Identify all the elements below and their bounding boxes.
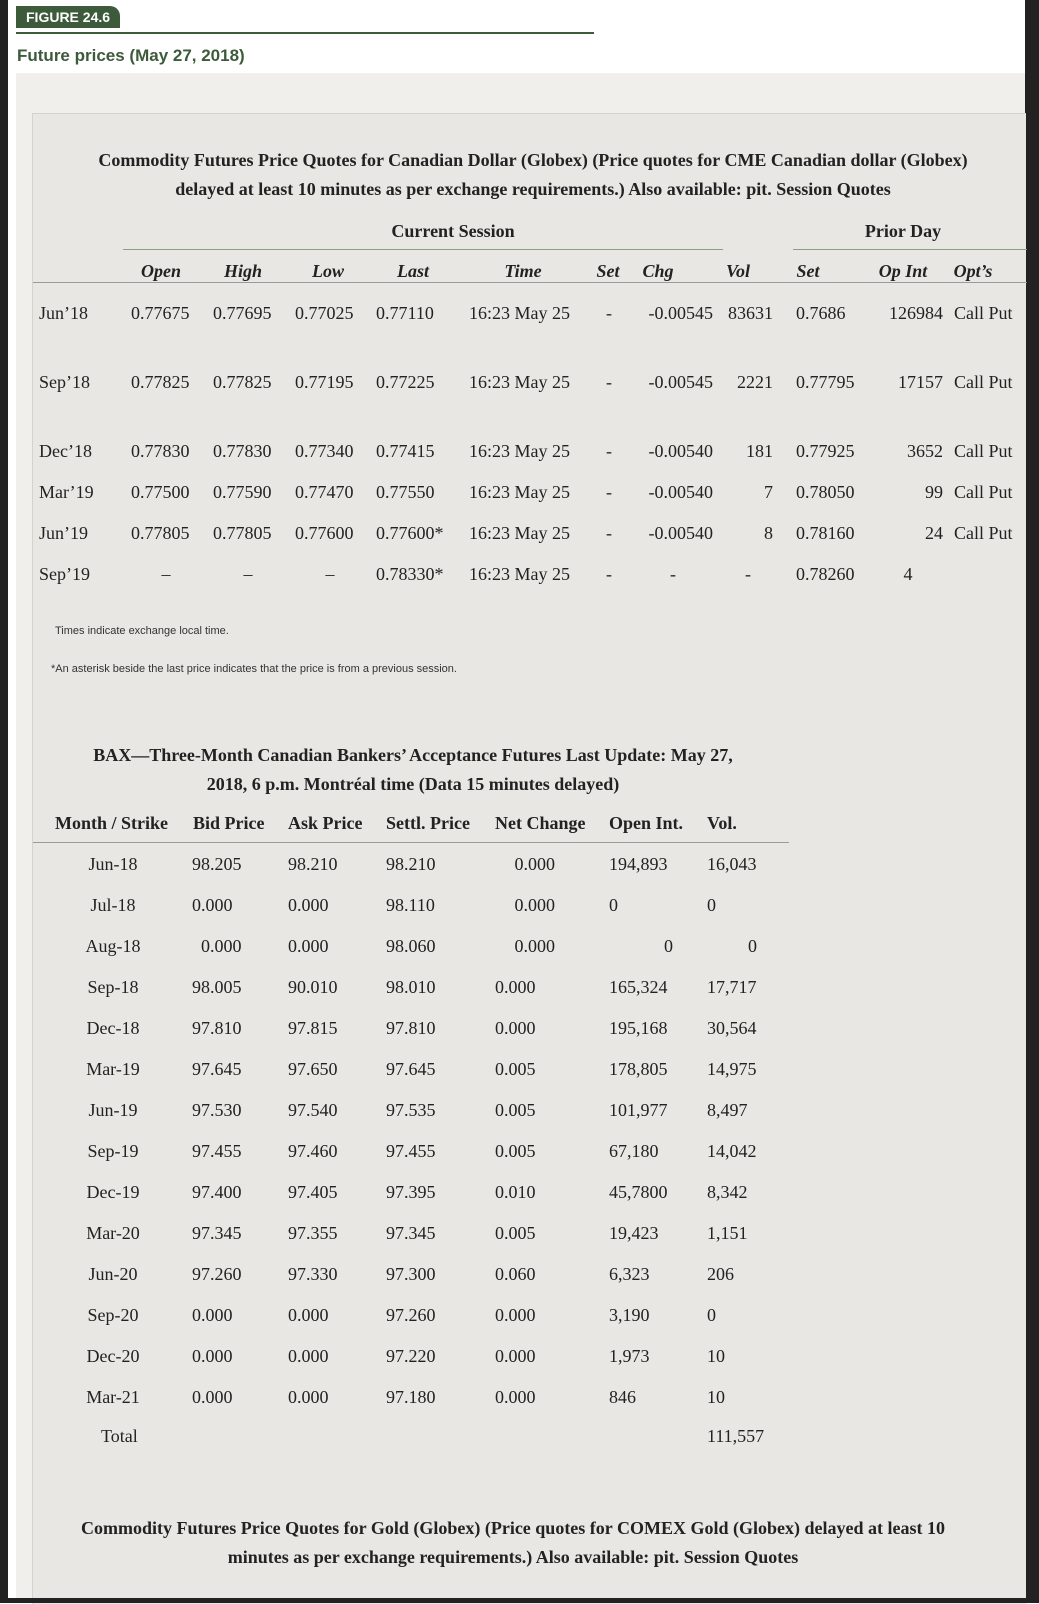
bax-cell: 0: [707, 895, 716, 915]
cad-cell: 0.77550: [376, 482, 435, 502]
bax-cell: 0.000: [514, 895, 555, 915]
bax-col-header: Net Change: [495, 813, 586, 833]
cad-cell: 0.77600: [295, 523, 354, 543]
bax-cell: 90.010: [288, 977, 338, 997]
bax-cell: 0.005: [495, 1100, 536, 1120]
bax-cell: 0: [748, 936, 757, 956]
cad-col-header: Opt’s: [953, 261, 993, 281]
bax-row-month: Jun-19: [88, 1100, 138, 1120]
cad-cell: –: [325, 564, 335, 584]
bax-cell: 165,324: [609, 977, 668, 997]
bax-row-month: Dec-19: [86, 1182, 140, 1202]
bax-heading: [63, 741, 763, 799]
cad-cell: -0.00545: [648, 372, 713, 392]
cad-rule-current: [123, 249, 723, 250]
bax-cell: 101,977: [609, 1100, 668, 1120]
bax-cell: 0.000: [495, 1346, 536, 1366]
cad-cell: 0.77470: [295, 482, 354, 502]
cad-cell: –: [243, 564, 253, 584]
cad-col-header: High: [223, 261, 262, 281]
bax-cell: 97.355: [288, 1223, 338, 1243]
cad-cell: 0.78160: [796, 523, 855, 543]
bax-cell: 98.060: [386, 936, 436, 956]
cad-col-header: Op Int: [878, 261, 928, 281]
bax-row-month: Sep-19: [87, 1141, 139, 1161]
bax-cell: 846: [609, 1387, 636, 1407]
bax-row-month: Sep-18: [87, 977, 139, 997]
cad-group-prior: Prior Day: [864, 221, 942, 241]
cad-cell: -: [606, 523, 612, 543]
cad-cell: 0.78260: [796, 564, 855, 584]
cad-cell: 0.77500: [131, 482, 190, 502]
bax-cell: 97.455: [386, 1141, 436, 1161]
bax-cell: 6,323: [609, 1264, 650, 1284]
bax-total-value: 111,557: [707, 1426, 765, 1446]
bax-row-month: Jul-18: [90, 895, 136, 915]
bax-col-header: Bid Price: [193, 813, 265, 833]
figure-content: [32, 113, 1026, 1604]
cad-cell: 0.77340: [295, 441, 354, 461]
cad-cell: -0.00540: [648, 441, 713, 461]
cad-cell: 0.77110: [376, 303, 434, 323]
cad-cell: 0.77675: [131, 303, 190, 323]
cad-cell: 0.77600*: [376, 523, 444, 543]
bax-cell: 0.000: [288, 1305, 329, 1325]
bax-cell: 97.220: [386, 1346, 436, 1366]
figure-label: FIGURE 24.6: [16, 6, 120, 28]
bax-cell: 194,893: [609, 854, 668, 874]
bax-row-month: Mar-20: [86, 1223, 140, 1243]
cad-cell: Call Put: [954, 523, 1013, 543]
bax-cell: 3,190: [609, 1305, 650, 1325]
bax-cell: 0.005: [495, 1223, 536, 1243]
cad-cell: 0.77805: [213, 523, 272, 543]
bax-cell: 10: [707, 1387, 725, 1407]
bax-cell: 0.000: [514, 854, 555, 874]
cad-cell: 126984: [889, 303, 943, 323]
cad-col-header: Vol: [725, 261, 750, 281]
cad-cell: -: [745, 564, 751, 584]
cad-cell: 0.77830: [131, 441, 190, 461]
cad-cell: 0.77025: [295, 303, 354, 323]
cad-cell: 0.77195: [295, 372, 354, 392]
bax-cell: 97.180: [386, 1387, 436, 1407]
cad-cell: 17157: [898, 372, 943, 392]
cad-cell: Call Put: [954, 482, 1013, 502]
bax-cell: 0.000: [192, 1305, 233, 1325]
cad-cell: -: [606, 303, 612, 323]
cad-cell: 0.77825: [131, 372, 190, 392]
bax-col-header: Month / Strike: [55, 813, 169, 833]
bax-row-month: Sep-20: [87, 1305, 139, 1325]
cad-cell: 3652: [907, 441, 943, 461]
gold-heading: [33, 1514, 993, 1572]
bax-cell: 0: [707, 1305, 716, 1325]
bax-row-month: Jun-20: [88, 1264, 138, 1284]
bax-cell: 97.330: [288, 1264, 338, 1284]
cad-cell: 16:23 May 25: [469, 372, 570, 392]
bax-cell: 195,168: [609, 1018, 668, 1038]
bax-cell: 17,717: [707, 977, 757, 997]
cad-cell: 16:23 May 25: [469, 303, 570, 323]
bax-cell: 0.000: [495, 1305, 536, 1325]
bax-cell: 0.005: [495, 1059, 536, 1079]
cad-col-header: Time: [504, 261, 542, 281]
bax-cell: 97.405: [288, 1182, 338, 1202]
cad-cell: -: [606, 441, 612, 461]
bax-cell: 0.000: [495, 1387, 536, 1407]
bax-col-header: Ask Price: [288, 813, 363, 833]
bax-cell: 97.650: [288, 1059, 338, 1079]
cad-heading-line2: delayed at least 10 minutes as per exchange requirements.) Also available: pit. Session Quotes: [175, 179, 891, 199]
bax-cell: 0.000: [514, 936, 555, 956]
cad-heading-line1: Commodity Futures Price Quotes for Canadian Dollar (Globex) (Price quotes for CME Canadian dollar (Globex): [98, 150, 968, 170]
cad-cell: 0.78050: [796, 482, 855, 502]
cad-cell: –: [161, 564, 171, 584]
bax-col-header: Open Int.: [609, 813, 684, 833]
bax-cell: 0.000: [288, 1346, 329, 1366]
bax-cell: 0: [664, 936, 673, 956]
cad-note-time: Times indicate exchange local time.: [55, 625, 229, 637]
bax-cell: 67,180: [609, 1141, 659, 1161]
cad-cell: 4: [903, 564, 913, 584]
cad-heading: [53, 146, 1013, 204]
cad-col-header: Set: [796, 261, 820, 281]
bax-cell: 97.810: [386, 1018, 436, 1038]
bax-cell: 8,342: [707, 1182, 748, 1202]
bax-col-header: Settl. Price: [386, 813, 470, 833]
cad-cell: 0.77805: [131, 523, 190, 543]
cad-cell: -: [606, 372, 612, 392]
cad-cell: Call Put: [954, 303, 1013, 323]
bax-cell: 0.000: [288, 895, 329, 915]
cad-cell: 0.77825: [213, 372, 272, 392]
cad-cell: -0.00540: [648, 482, 713, 502]
bax-cell: 97.530: [192, 1100, 242, 1120]
bax-cell: 97.645: [386, 1059, 436, 1079]
bax-cell: 97.345: [192, 1223, 242, 1243]
cad-col-header: Open: [141, 261, 181, 281]
bax-cell: 97.395: [386, 1182, 436, 1202]
cad-cell: 181: [746, 441, 773, 461]
cad-cell: 0.77225: [376, 372, 435, 392]
right-edge: [1025, 0, 1039, 1603]
bax-cell: 98.210: [288, 854, 338, 874]
bax-cell: 1,973: [609, 1346, 650, 1366]
bax-row-month: Dec-20: [86, 1346, 140, 1366]
cad-cell: 7: [764, 482, 773, 502]
cad-cell: 24: [925, 523, 943, 543]
bax-cell: 8,497: [707, 1100, 748, 1120]
cad-col-header: Last: [396, 261, 429, 281]
bax-cell: 98.210: [386, 854, 436, 874]
bax-cell: 0.060: [495, 1264, 536, 1284]
bax-cell: 0.000: [495, 1018, 536, 1038]
bax-cell: 97.400: [192, 1182, 242, 1202]
bax-heading-line1: BAX—Three-Month Canadian Bankers’ Acceptance Futures Last Update: May 27,: [93, 745, 733, 765]
cad-col-header: Set: [596, 261, 620, 281]
cad-cell: Call Put: [954, 441, 1013, 461]
gold-heading-line1: Commodity Futures Price Quotes for Gold (Globex) (Price quotes for COMEX Gold (Globex) delayed at least 10: [81, 1518, 945, 1538]
cad-cell: 0.77590: [213, 482, 272, 502]
bax-cell: 19,423: [609, 1223, 659, 1243]
bax-cell: 16,043: [707, 854, 757, 874]
bax-row-month: Jun-18: [88, 854, 138, 874]
bax-cell: 0.000: [201, 936, 242, 956]
bax-row-month: Mar-21: [86, 1387, 140, 1407]
cad-cell: 0.77795: [796, 372, 855, 392]
cad-cell: 16:23 May 25: [469, 441, 570, 461]
bax-row-month: Dec-18: [86, 1018, 140, 1038]
cad-cell: 99: [925, 482, 943, 502]
cad-rule-prior: [793, 249, 1027, 250]
bax-cell: 0.000: [288, 1387, 329, 1407]
bax-cell: 0: [609, 895, 618, 915]
bax-cell: 97.260: [192, 1264, 242, 1284]
bax-cell: 97.455: [192, 1141, 242, 1161]
cad-row-month: Mar’19: [39, 482, 94, 502]
cad-cell: -: [670, 564, 676, 584]
bax-cell: 97.540: [288, 1100, 338, 1120]
cad-cell: -: [606, 482, 612, 502]
cad-cell: 0.77830: [213, 441, 272, 461]
bax-cell: 0.005: [495, 1141, 536, 1161]
cad-cell: 0.78330*: [376, 564, 444, 584]
bax-row-month: Aug-18: [85, 936, 141, 956]
bax-cell: 0.000: [192, 1387, 233, 1407]
bax-cell: 0.000: [192, 895, 233, 915]
cad-group-current: Current Session: [391, 221, 515, 241]
bax-cell: 98.110: [386, 895, 435, 915]
bax-col-header: Vol.: [707, 813, 737, 833]
bax-cell: 0.000: [288, 936, 329, 956]
cad-col-header: Low: [311, 261, 344, 281]
bax-cell: 178,805: [609, 1059, 668, 1079]
bax-cell: 14,042: [707, 1141, 757, 1161]
bax-cell: 98.205: [192, 854, 242, 874]
cad-cell: -0.00540: [648, 523, 713, 543]
cad-row-month: Dec’18: [39, 441, 92, 461]
cad-note-asterisk: *An asterisk beside the last price indicates that the price is from a previous session.: [51, 663, 457, 675]
bax-cell: 0.010: [495, 1182, 536, 1202]
bax-cell: 0.000: [192, 1346, 233, 1366]
bax-cell: 97.810: [192, 1018, 242, 1038]
cad-cell: 0.77415: [376, 441, 435, 461]
bax-heading-line2: 2018, 6 p.m. Montréal time (Data 15 minutes delayed): [206, 774, 620, 794]
bax-header-rule: [33, 842, 789, 843]
cad-cell: 8: [764, 523, 773, 543]
cad-cell: -: [606, 564, 612, 584]
bax-cell: 97.300: [386, 1264, 436, 1284]
cad-cell: Call Put: [954, 372, 1013, 392]
bax-row-month: Mar-19: [86, 1059, 140, 1079]
cad-cell: 0.7686: [796, 303, 846, 323]
cad-row-month: Sep’19: [39, 564, 90, 584]
cad-cell: 0.77695: [213, 303, 272, 323]
cad-cell: 16:23 May 25: [469, 523, 570, 543]
cad-cell: 2221: [737, 372, 773, 392]
bax-cell: 97.260: [386, 1305, 436, 1325]
bax-cell: 1,151: [707, 1223, 748, 1243]
figure-panel: [16, 73, 1025, 1603]
bax-cell: 97.535: [386, 1100, 436, 1120]
bax-total-label: Total: [101, 1426, 138, 1446]
cad-cell: 0.77925: [796, 441, 855, 461]
bax-cell: 97.815: [288, 1018, 338, 1038]
figure-title: Future prices (May 27, 2018): [17, 46, 245, 65]
cad-header-rule: [33, 282, 1027, 283]
bax-cell: 98.010: [386, 977, 436, 997]
cad-col-header: Chg: [642, 261, 674, 281]
bax-cell: 45,7800: [609, 1182, 668, 1202]
gold-heading-line2: minutes as per exchange requirements.) Also available: pit. Session Quotes: [227, 1547, 799, 1567]
cad-row-month: Jun’18: [39, 303, 88, 323]
left-edge: [0, 0, 8, 1603]
bax-cell: 14,975: [707, 1059, 757, 1079]
bax-cell: 0.000: [495, 977, 536, 997]
cad-row-month: Sep’18: [39, 372, 90, 392]
cad-cell: 16:23 May 25: [469, 482, 570, 502]
bax-cell: 97.345: [386, 1223, 436, 1243]
cad-cell: 16:23 May 25: [469, 564, 570, 584]
bax-cell: 97.645: [192, 1059, 242, 1079]
bax-cell: 30,564: [707, 1018, 757, 1038]
bottom-edge: [0, 1598, 1039, 1603]
bax-cell: 97.460: [288, 1141, 338, 1161]
bax-cell: 98.005: [192, 977, 242, 997]
figure-rule: [16, 32, 594, 34]
cad-row-month: Jun’19: [39, 523, 88, 543]
cad-cell: 83631: [728, 303, 773, 323]
bax-cell: 10: [707, 1346, 725, 1366]
cad-cell: -0.00545: [648, 303, 713, 323]
bax-cell: 206: [707, 1264, 734, 1284]
